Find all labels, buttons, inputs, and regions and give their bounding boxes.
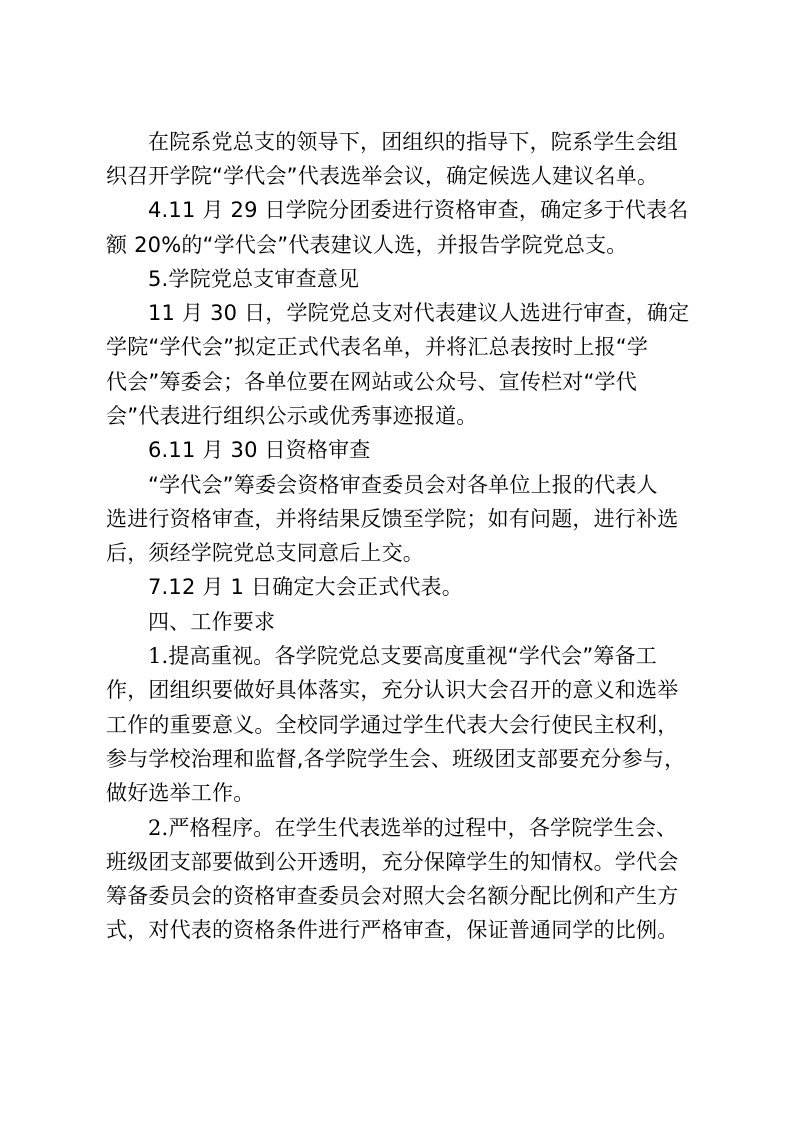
- paragraph-line: [0, 812, 793, 844]
- paragraph-line: 额 20%的“学代会”代表建议人选，并报告学院党总支。: [106, 233, 628, 257]
- paragraph-line: 班级团支部要做到公开透明，充分保障学生的知情权。学代会: [106, 850, 679, 874]
- item-text: 在学生代表选举的过程中，各学院学生会、: [274, 816, 678, 840]
- paragraph-line: 11 月 30 日，学院党总支对代表建议人选进行审查，确定: [148, 301, 690, 325]
- section-heading: 7.12 月 1 日确定大会正式代表。: [148, 575, 463, 599]
- paragraph-line: 参与学校治理和监督,各学院学生会、班级团支部要充分参与，: [106, 747, 686, 771]
- item-lead: 1.提高重视。: [148, 644, 275, 668]
- section-heading: 6.11 月 30 日资格审查: [148, 438, 371, 462]
- paragraph-line: 工作的重要意义。全校同学通过学生代表大会行使民主权利，: [106, 713, 679, 737]
- paragraph-line: 4.11 月 29 日学院分团委进行资格审查，确定多于代表名: [148, 198, 689, 222]
- paragraph-line: 代会”筹委会；各单位要在网站或公众号、宣传栏对“学代: [106, 370, 637, 394]
- paragraph-line: 后，须经学院党总支同意后上交。: [106, 541, 424, 565]
- paragraph-line: 会”代表进行组织公示或优秀事迹报道。: [106, 404, 478, 428]
- paragraph-line: 织召开学院“学代会”代表选举会议，确定候选人建议名单。: [106, 164, 659, 188]
- paragraph-line: 作，团组织要做好具体落实，充分认识大会召开的意义和选举: [106, 678, 679, 702]
- paragraph-line: 式，对代表的资格条件进行严格审查，保证普通同学的比例。: [106, 918, 679, 942]
- paragraph-line: “学代会”筹委会资格审查委员会对各单位上报的代表人: [148, 473, 658, 497]
- paragraph-line: 选进行资格审查，并将结果反馈至学院；如有问题，进行补选: [106, 507, 679, 531]
- paragraph-line: 在院系党总支的领导下，团组织的指导下，院系学生会组: [148, 130, 678, 154]
- paragraph-line: 学院“学代会”拟定正式代表名单，并将汇总表按时上报“学: [106, 335, 649, 359]
- section-heading: 四、工作要求: [148, 610, 276, 634]
- paragraph-line: [0, 640, 793, 672]
- section-heading: 5.学院党总支审查意见: [148, 267, 360, 291]
- paragraph-line: 筹备委员会的资格审查委员会对照大会名额分配比例和产生方: [106, 884, 679, 908]
- paragraph-line: 做好选举工作。: [106, 781, 255, 805]
- item-lead: 2.严格程序。: [148, 816, 275, 840]
- item-text: 各学院党总支要高度重视“学代会”筹备工: [274, 644, 657, 668]
